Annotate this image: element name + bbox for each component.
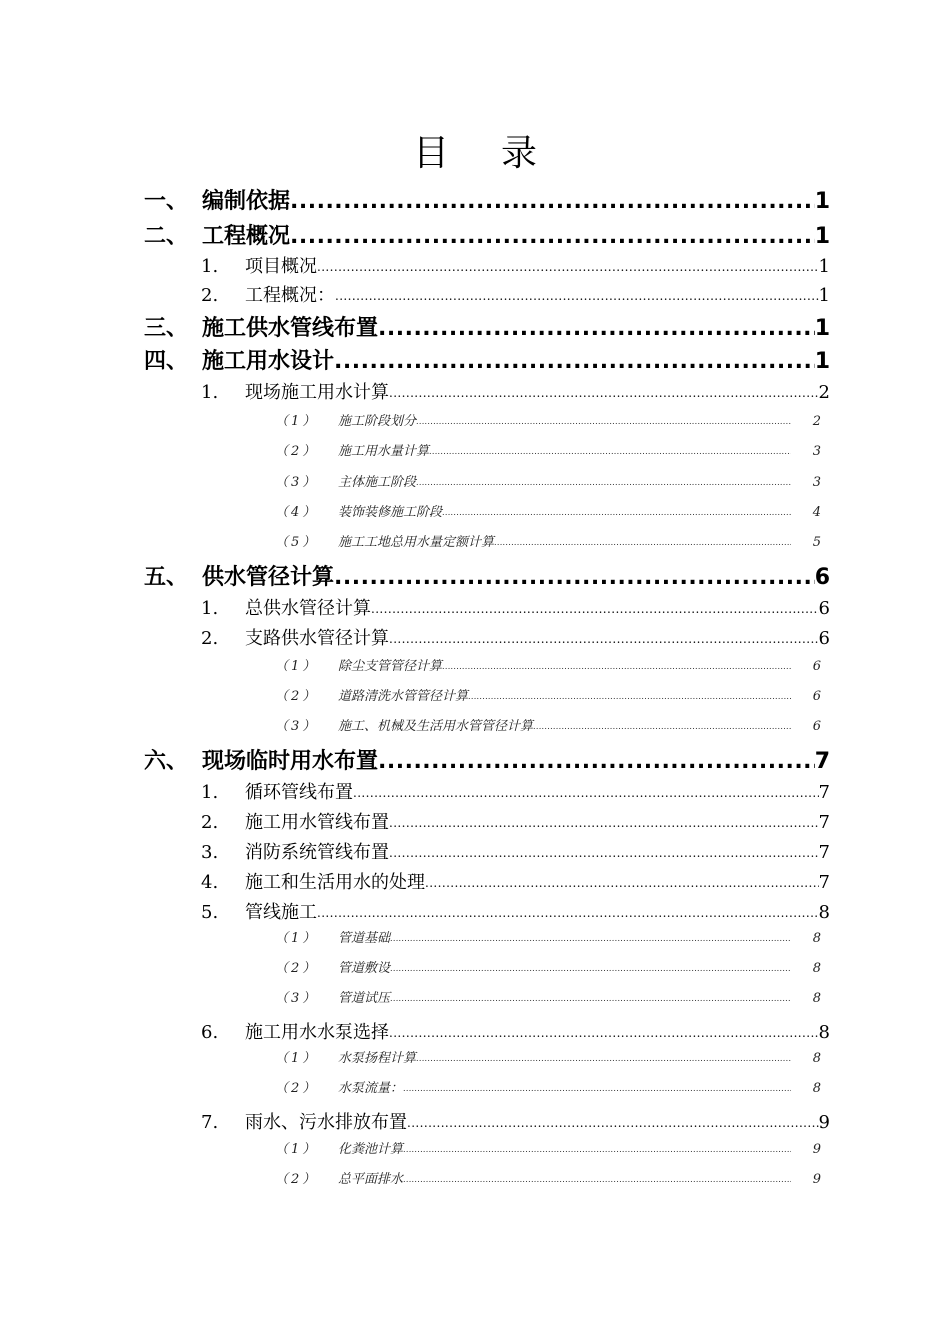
toc-entry[interactable] bbox=[144, 563, 830, 593]
toc-entry-number: 1. bbox=[201, 256, 219, 277]
toc-dot-leader bbox=[442, 657, 791, 677]
toc-dot-leader bbox=[416, 1049, 791, 1069]
toc-entry-number: （1） bbox=[275, 659, 319, 674]
toc-entry-title: 编制依据 bbox=[202, 189, 291, 214]
toc-entry-title: 装饰装修施工阶段 bbox=[338, 505, 443, 520]
toc-entry-title: 水泵流量： bbox=[338, 1081, 404, 1096]
toc-dot-leader bbox=[378, 314, 815, 344]
toc-entry[interactable] bbox=[201, 379, 830, 407]
toc-entry-page: 8 bbox=[812, 1051, 821, 1066]
toc-entry-number: （1） bbox=[275, 931, 319, 946]
toc-dot-leader bbox=[389, 1019, 819, 1047]
toc-entry-number: 1. bbox=[201, 598, 219, 619]
toc-entry[interactable] bbox=[201, 282, 830, 310]
toc-entry-page: 8 bbox=[812, 991, 821, 1006]
toc-entry-page: 7 bbox=[818, 782, 830, 803]
toc-entry-number: 1. bbox=[201, 782, 219, 803]
toc-entry-page: 1 bbox=[818, 285, 830, 306]
toc-dot-leader bbox=[390, 989, 791, 1009]
toc-entry-page: 9 bbox=[812, 1142, 821, 1157]
toc-entry[interactable] bbox=[275, 412, 821, 432]
toc-dot-leader bbox=[468, 687, 791, 707]
toc-entry-number: 2. bbox=[201, 628, 219, 649]
toc-entry-page: 2 bbox=[812, 414, 821, 429]
toc-dot-leader bbox=[389, 625, 819, 653]
toc-dot-leader bbox=[403, 1170, 791, 1190]
toc-dot-leader bbox=[389, 839, 819, 867]
toc-entry[interactable] bbox=[201, 809, 830, 837]
toc-entry-title: 除尘支管管径计算 bbox=[338, 659, 443, 674]
toc-dot-leader bbox=[389, 809, 819, 837]
toc-entry-title: 施工、机械及生活用水管管径计算 bbox=[338, 719, 534, 734]
toc-entry[interactable] bbox=[201, 595, 830, 623]
toc-entry-page: 1 bbox=[814, 316, 830, 341]
toc-dot-leader bbox=[378, 747, 815, 777]
toc-entry[interactable] bbox=[201, 839, 830, 867]
toc-entry-number: （3） bbox=[275, 991, 319, 1006]
toc-entry[interactable] bbox=[275, 687, 821, 707]
toc-entry-page: 8 bbox=[812, 961, 821, 976]
toc-entry-title: 施工阶段划分 bbox=[338, 414, 417, 429]
toc-entry-title: 施工供水管线布置 bbox=[202, 316, 379, 341]
toc-entry-title: 现场施工用水计算 bbox=[245, 382, 389, 403]
toc-dot-leader bbox=[494, 533, 791, 553]
toc-entry-page: 9 bbox=[812, 1172, 821, 1187]
toc-entry[interactable] bbox=[144, 314, 830, 344]
toc-dot-leader bbox=[353, 779, 819, 807]
toc-dot-leader bbox=[390, 959, 791, 979]
toc-entry-page: 8 bbox=[818, 902, 830, 923]
toc-entry-number: 2. bbox=[201, 285, 219, 306]
toc-entry-number: 四、 bbox=[144, 349, 189, 374]
toc-dot-leader bbox=[416, 473, 791, 493]
toc-entry-number: 5. bbox=[201, 902, 219, 923]
toc-entry-title: 主体施工阶段 bbox=[338, 475, 417, 490]
toc-entry-page: 2 bbox=[818, 382, 830, 403]
toc-entry[interactable] bbox=[275, 442, 821, 462]
toc-entry-number: 4. bbox=[201, 872, 219, 893]
toc-entry[interactable] bbox=[275, 1170, 821, 1190]
toc-dot-leader bbox=[390, 929, 791, 949]
toc-entry-title: 现场临时用水布置 bbox=[202, 749, 379, 774]
toc-entry-title: 施工工地总用水量定额计算 bbox=[338, 535, 495, 550]
toc-dot-leader bbox=[317, 253, 819, 281]
toc-entry[interactable] bbox=[275, 717, 821, 737]
toc-entry[interactable] bbox=[275, 1079, 821, 1099]
toc-entry[interactable] bbox=[201, 779, 830, 807]
toc-entry-title: 施工用水设计 bbox=[202, 349, 335, 374]
toc-dot-leader bbox=[425, 869, 819, 897]
toc-entry-title: 循环管线布置 bbox=[245, 782, 353, 803]
toc-entry[interactable] bbox=[144, 187, 830, 217]
toc-entry-title: 施工用水水泵选择 bbox=[245, 1022, 389, 1043]
toc-entry-number: （2） bbox=[275, 1172, 319, 1187]
toc-entry-page: 7 bbox=[818, 842, 830, 863]
toc-entry-number: 六、 bbox=[144, 749, 189, 774]
toc-dot-leader bbox=[407, 1109, 819, 1137]
toc-title bbox=[0, 125, 950, 176]
toc-entry-number: （2） bbox=[275, 689, 319, 704]
toc-entry-page: 6 bbox=[818, 628, 830, 649]
toc-entry-page: 5 bbox=[812, 535, 821, 550]
toc-entry[interactable] bbox=[201, 1109, 830, 1137]
toc-entry-number: （4） bbox=[275, 505, 319, 520]
toc-entry-title: 管道试压 bbox=[338, 991, 391, 1006]
toc-entry-title: 管道敷设 bbox=[338, 961, 391, 976]
toc-entry-page: 6 bbox=[818, 598, 830, 619]
toc-dot-leader bbox=[317, 899, 819, 927]
toc-entry-number: 6. bbox=[201, 1022, 219, 1043]
toc-dot-leader bbox=[533, 717, 791, 737]
toc-entry[interactable] bbox=[275, 989, 821, 1009]
toc-entry-title: 消防系统管线布置 bbox=[245, 842, 389, 863]
toc-entry-page: 6 bbox=[812, 659, 821, 674]
toc-dot-leader bbox=[371, 595, 819, 623]
toc-entry-title: 工程概况 bbox=[202, 224, 291, 249]
toc-dot-leader bbox=[416, 412, 791, 432]
toc-entry-page: 1 bbox=[818, 256, 830, 277]
toc-entry-page: 4 bbox=[812, 505, 821, 520]
toc-entry-page: 7 bbox=[818, 812, 830, 833]
toc-dot-leader bbox=[403, 1079, 791, 1099]
toc-entry-title: 供水管径计算 bbox=[202, 565, 335, 590]
toc-dot-leader bbox=[334, 563, 815, 593]
toc-dot-leader bbox=[389, 379, 819, 407]
toc-entry-page: 1 bbox=[814, 189, 830, 214]
toc-entry[interactable] bbox=[201, 1019, 830, 1047]
toc-entry-page: 8 bbox=[818, 1022, 830, 1043]
toc-entry[interactable] bbox=[144, 347, 830, 377]
toc-entry-number: （3） bbox=[275, 719, 319, 734]
toc-entry-title: 管线施工 bbox=[245, 902, 317, 923]
toc-entry-page: 7 bbox=[818, 872, 830, 893]
toc-entry[interactable] bbox=[275, 1140, 821, 1160]
toc-entry-number: 3. bbox=[201, 842, 219, 863]
toc-entry-number: 二、 bbox=[144, 224, 189, 249]
toc-title-char-1: 目 bbox=[412, 133, 449, 174]
toc-entry[interactable] bbox=[144, 747, 830, 777]
toc-entry[interactable] bbox=[144, 222, 830, 252]
toc-entry[interactable] bbox=[275, 503, 821, 523]
toc-entry-number: （2） bbox=[275, 1081, 319, 1096]
toc-entry-number: 三、 bbox=[144, 316, 189, 341]
toc-dot-leader bbox=[403, 1140, 791, 1160]
toc-entry-title: 总平面排水 bbox=[338, 1172, 404, 1187]
toc-entry-title: 道路清洗水管管径计算 bbox=[338, 689, 469, 704]
toc-entry-page: 1 bbox=[814, 349, 830, 374]
toc-title-char-2: 录 bbox=[501, 133, 538, 174]
toc-entry[interactable] bbox=[275, 533, 821, 553]
toc-entry-title: 总供水管径计算 bbox=[245, 598, 371, 619]
toc-entry-number: （1） bbox=[275, 414, 319, 429]
toc-entry-number: （2） bbox=[275, 444, 319, 459]
toc-entry-title: 施工用水管线布置 bbox=[245, 812, 389, 833]
toc-entry-title: 支路供水管径计算 bbox=[245, 628, 389, 649]
toc-entry[interactable] bbox=[275, 959, 821, 979]
toc-entry-number: 一、 bbox=[144, 189, 189, 214]
toc-dot-leader bbox=[442, 503, 791, 523]
toc-dot-leader bbox=[334, 347, 815, 377]
toc-entry-page: 3 bbox=[812, 475, 821, 490]
toc-entry-title: 施工用水量计算 bbox=[338, 444, 430, 459]
toc-dot-leader bbox=[335, 282, 819, 310]
toc-dot-leader bbox=[429, 442, 791, 462]
toc-entry-title: 施工和生活用水的处理 bbox=[245, 872, 425, 893]
toc-entry-number: （1） bbox=[275, 1142, 319, 1157]
toc-entry-title: 化粪池计算 bbox=[338, 1142, 404, 1157]
toc-entry-number: （1） bbox=[275, 1051, 319, 1066]
toc-entry-number: （3） bbox=[275, 475, 319, 490]
toc-entry-title: 管道基础 bbox=[338, 931, 391, 946]
toc-entry-page: 8 bbox=[812, 931, 821, 946]
toc-entry[interactable] bbox=[201, 253, 830, 281]
toc-entry-title: 水泵扬程计算 bbox=[338, 1051, 417, 1066]
toc-entry-number: 五、 bbox=[144, 565, 189, 590]
toc-entry[interactable] bbox=[201, 899, 830, 927]
toc-entry-page: 3 bbox=[812, 444, 821, 459]
toc-entry[interactable] bbox=[275, 657, 821, 677]
toc-entry-title: 工程概况： bbox=[245, 285, 335, 306]
toc-entry-number: 1. bbox=[201, 382, 219, 403]
toc-entry-page: 6 bbox=[812, 719, 821, 734]
toc-dot-leader bbox=[290, 222, 815, 252]
toc-entry-page: 9 bbox=[818, 1112, 830, 1133]
toc-entry[interactable] bbox=[201, 869, 830, 897]
toc-entry[interactable] bbox=[275, 929, 821, 949]
toc-dot-leader bbox=[290, 187, 815, 217]
toc-entry-number: （2） bbox=[275, 961, 319, 976]
toc-entry-title: 雨水、污水排放布置 bbox=[245, 1112, 407, 1133]
toc-entry-page: 6 bbox=[812, 689, 821, 704]
toc-entry-page: 8 bbox=[812, 1081, 821, 1096]
toc-entry-page: 6 bbox=[814, 565, 830, 590]
toc-entry[interactable] bbox=[275, 1049, 821, 1069]
toc-entry-number: （5） bbox=[275, 535, 319, 550]
toc-entry[interactable] bbox=[275, 473, 821, 493]
toc-entry-page: 7 bbox=[814, 749, 830, 774]
toc-entry-title: 项目概况 bbox=[245, 256, 317, 277]
toc-entry-number: 2. bbox=[201, 812, 219, 833]
toc-entry-page: 1 bbox=[814, 224, 830, 249]
toc-entry[interactable] bbox=[201, 625, 830, 653]
toc-entry-number: 7. bbox=[201, 1112, 219, 1133]
